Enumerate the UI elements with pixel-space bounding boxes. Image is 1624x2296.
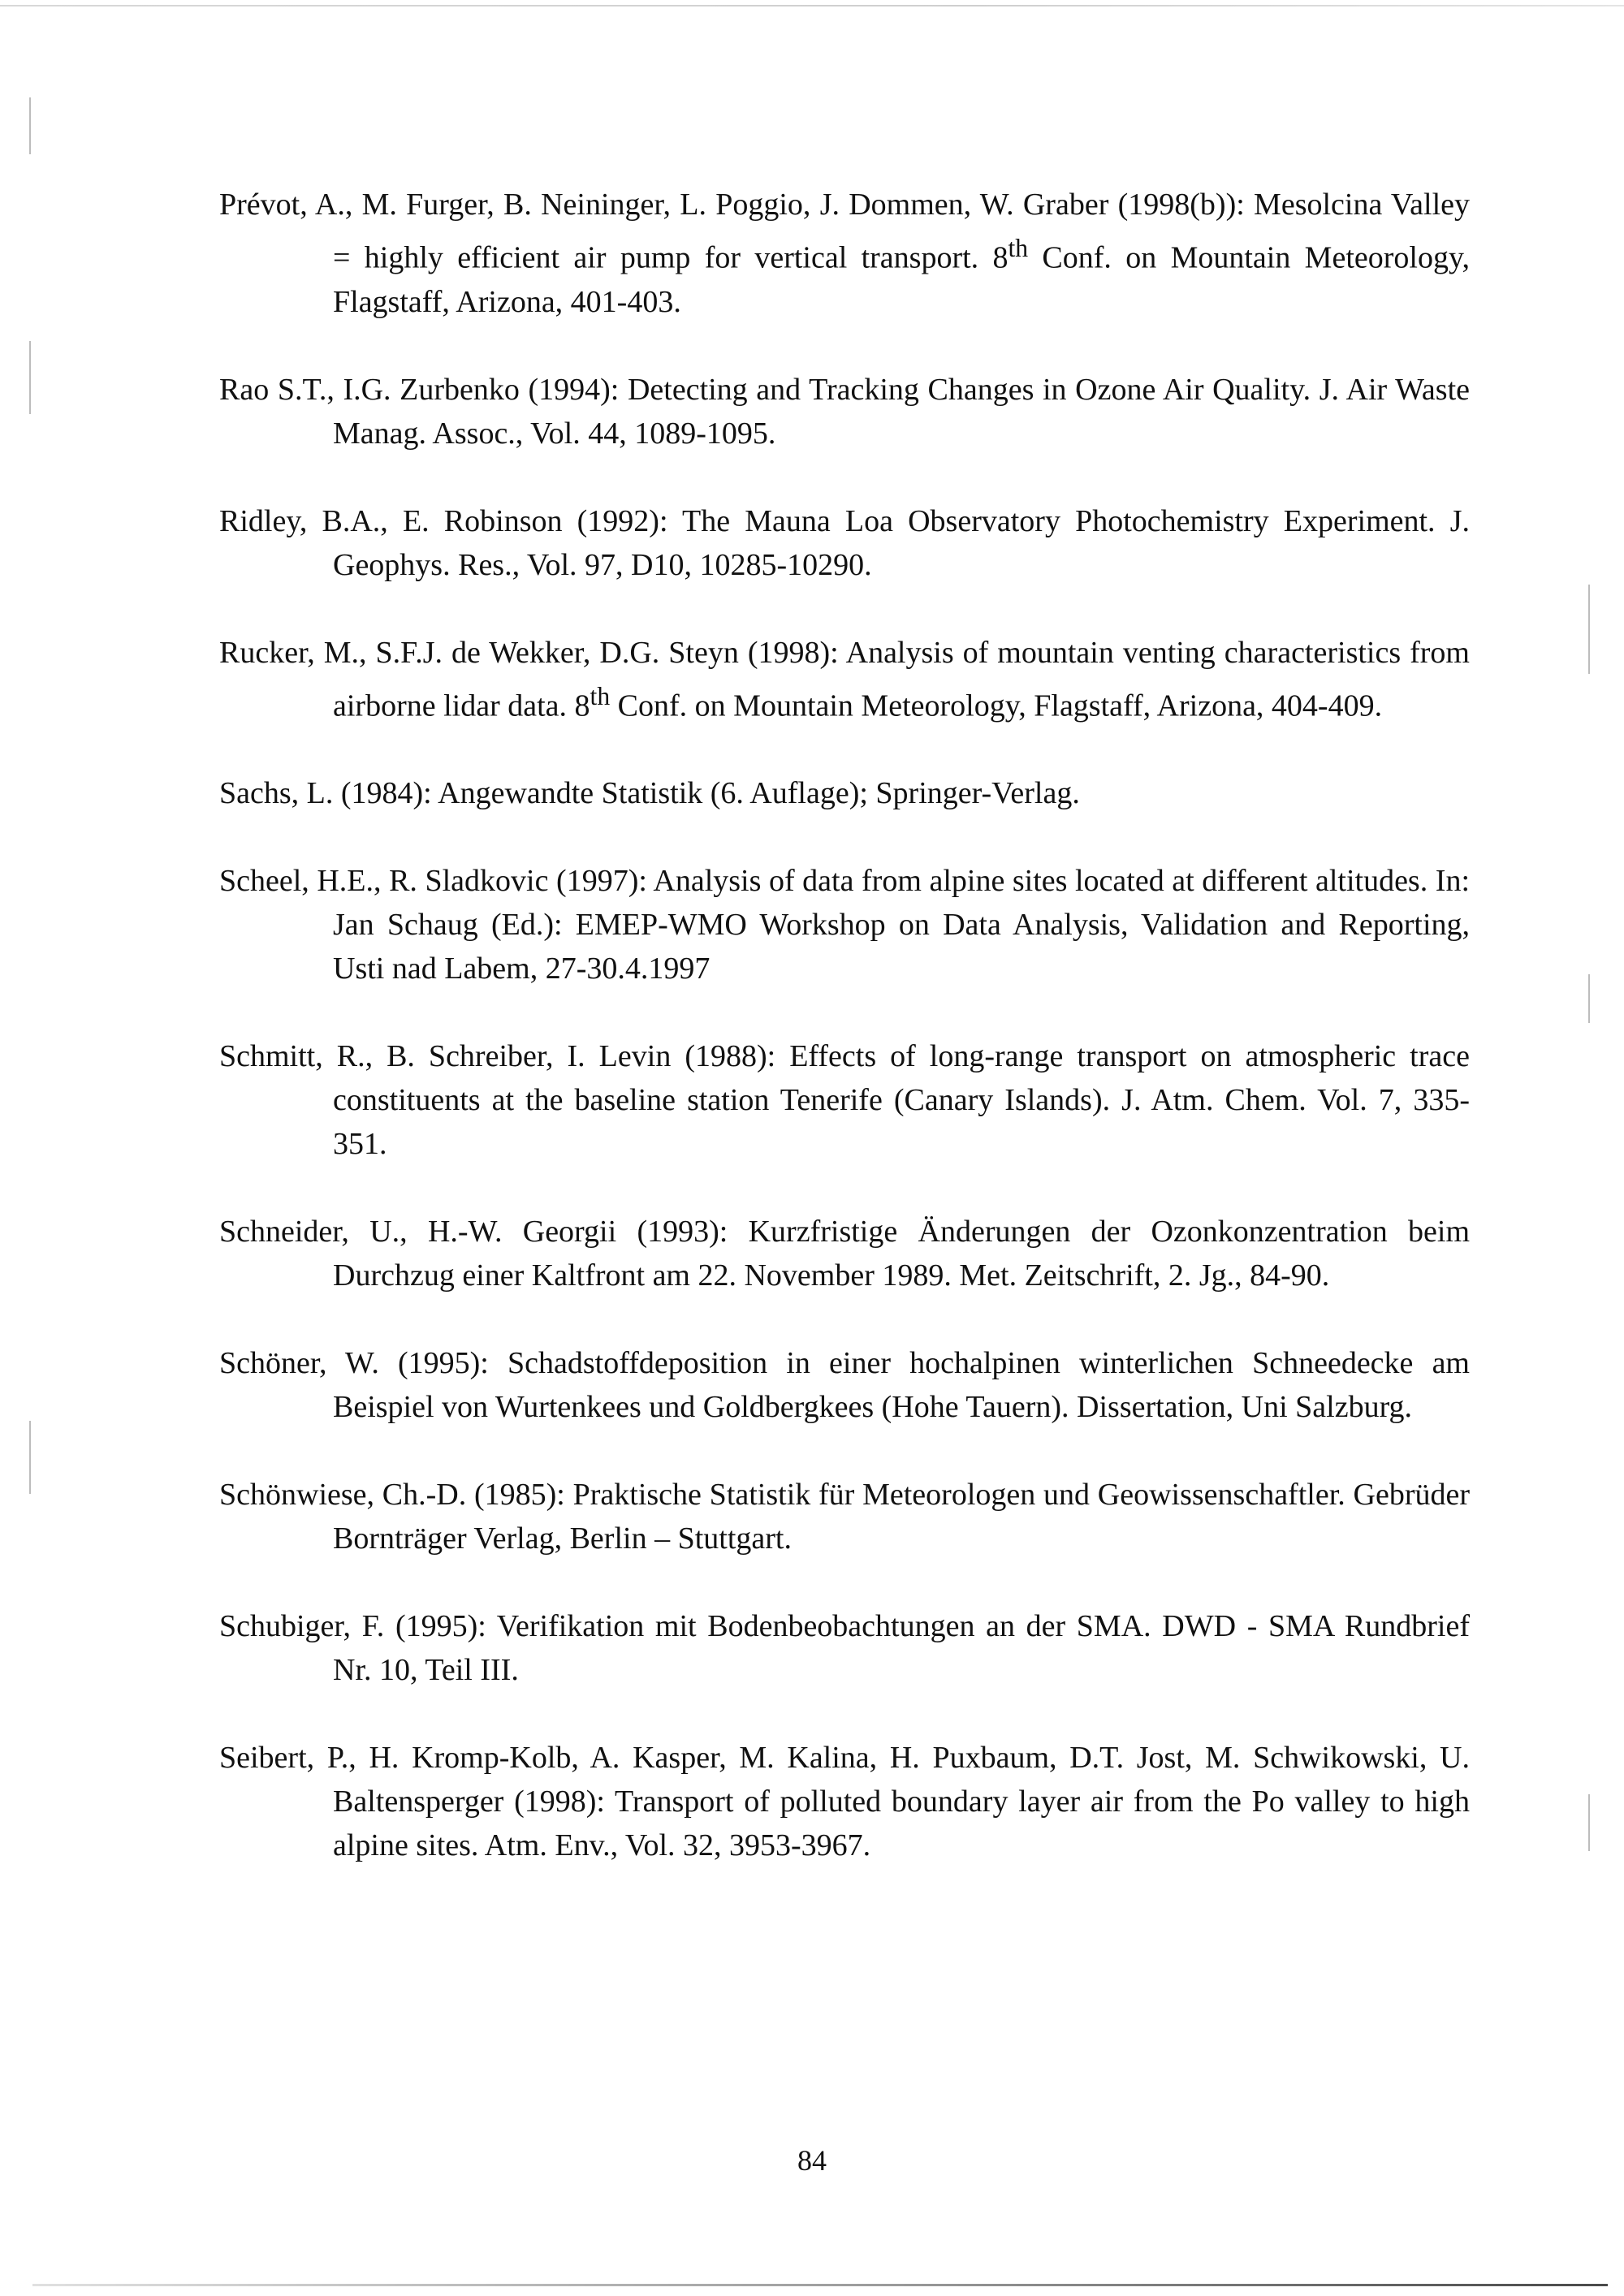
reference-entry: Schneider, U., H.-W. Georgii (1993): Kurzfristige Änderungen der Ozonkonzentration beim Durchzug einer Kaltfront am 22. November 1989. Met. Zeitschrift, 2. Jg., 84-90. [219, 1215, 1470, 1293]
reference-entry: Schmitt, R., B. Schreiber, I. Levin (1988): Effects of long-range transport on atmospheric trace constituents at the baseline station Tenerife (Canary Islands). J. Atm. Chem. Vol. 7, 335-351. [219, 1039, 1470, 1162]
reference-entry: Rucker, M., S.F.J. de Wekker, D.G. Steyn (1998): Analysis of mountain venting characteristics from airborne lidar data. 8th Conf. on Mountain Meteorology, Flagstaff, Arizona, 404-409. [219, 635, 1470, 723]
reference-entry: Prévot, A., M. Furger, B. Neininger, L. Poggio, J. Dommen, W. Graber (1998(b)): Mesolcina Valley = highly efficient air pump for vertical transport. 8th Conf. on Mountain Meteorology, Flagstaff, Arizona, 401-403. [219, 188, 1470, 319]
scan-edge-mark-left [29, 341, 31, 414]
reference-entry: Scheel, H.E., R. Sladkovic (1997): Analysis of data from alpine sites located at different altitudes. In: Jan Schaug (Ed.): EMEP-WMO Workshop on Data Analysis, Validation and Reporting, Usti nad Labem, 27-30.4.1997 [219, 864, 1470, 986]
reference-entry: Ridley, B.A., E. Robinson (1992): The Mauna Loa Observatory Photochemistry Experiment. J. Geophys. Res., Vol. 97, D10, 10285-10290. [219, 503, 1470, 582]
scan-edge-mark-right [1588, 974, 1590, 1023]
reference-entry: Seibert, P., H. Kromp-Kolb, A. Kasper, M. Kalina, H. Puxbaum, D.T. Jost, M. Schwikowski, U. Baltensperger (1998): Transport of polluted boundary layer air from the Po valley to high alpine sites. Atm. Env., Vol. 32, 3953-3967. [219, 1741, 1470, 1863]
reference-entry: Schöner, W. (1995): Schadstoffdeposition in einer hochalpinen winterlichen Schneedecke am Beispiel von Wurtenkees und Goldbergkees (Hohe Tauern). Dissertation, Uni Salzburg. [219, 1346, 1470, 1425]
scan-edge-mark-right [1588, 1794, 1590, 1851]
scan-edge-mark-left [29, 97, 31, 154]
reference-entry: Sachs, L. (1984): Angewandte Statistik (6. Auflage); Springer-Verlag. [219, 776, 1080, 811]
scan-edge-mark-right [1588, 585, 1590, 674]
reference-entry: Rao S.T., I.G. Zurbenko (1994): Detecting and Tracking Changes in Ozone Air Quality. J. Air Waste Manag. Assoc., Vol. 44, 1089-1095. [219, 372, 1470, 451]
page-number: 84 [797, 2144, 827, 2177]
reference-entry: Schönwiese, Ch.-D. (1985): Praktische Statistik für Meteorologen und Geowissenschaftler. Gebrüder Bornträger Verlag, Berlin – Stuttgart. [219, 1478, 1470, 1556]
scan-edge-mark-left [29, 1421, 31, 1494]
reference-list [219, 183, 1470, 1867]
scan-border-top [0, 5, 1624, 6]
reference-entry: Schubiger, F. (1995): Verifikation mit Bodenbeobachtungen an der SMA. DWD - SMA Rundbrief Nr. 10, Teil III. [219, 1609, 1470, 1688]
scan-border-bottom [32, 2284, 1608, 2286]
